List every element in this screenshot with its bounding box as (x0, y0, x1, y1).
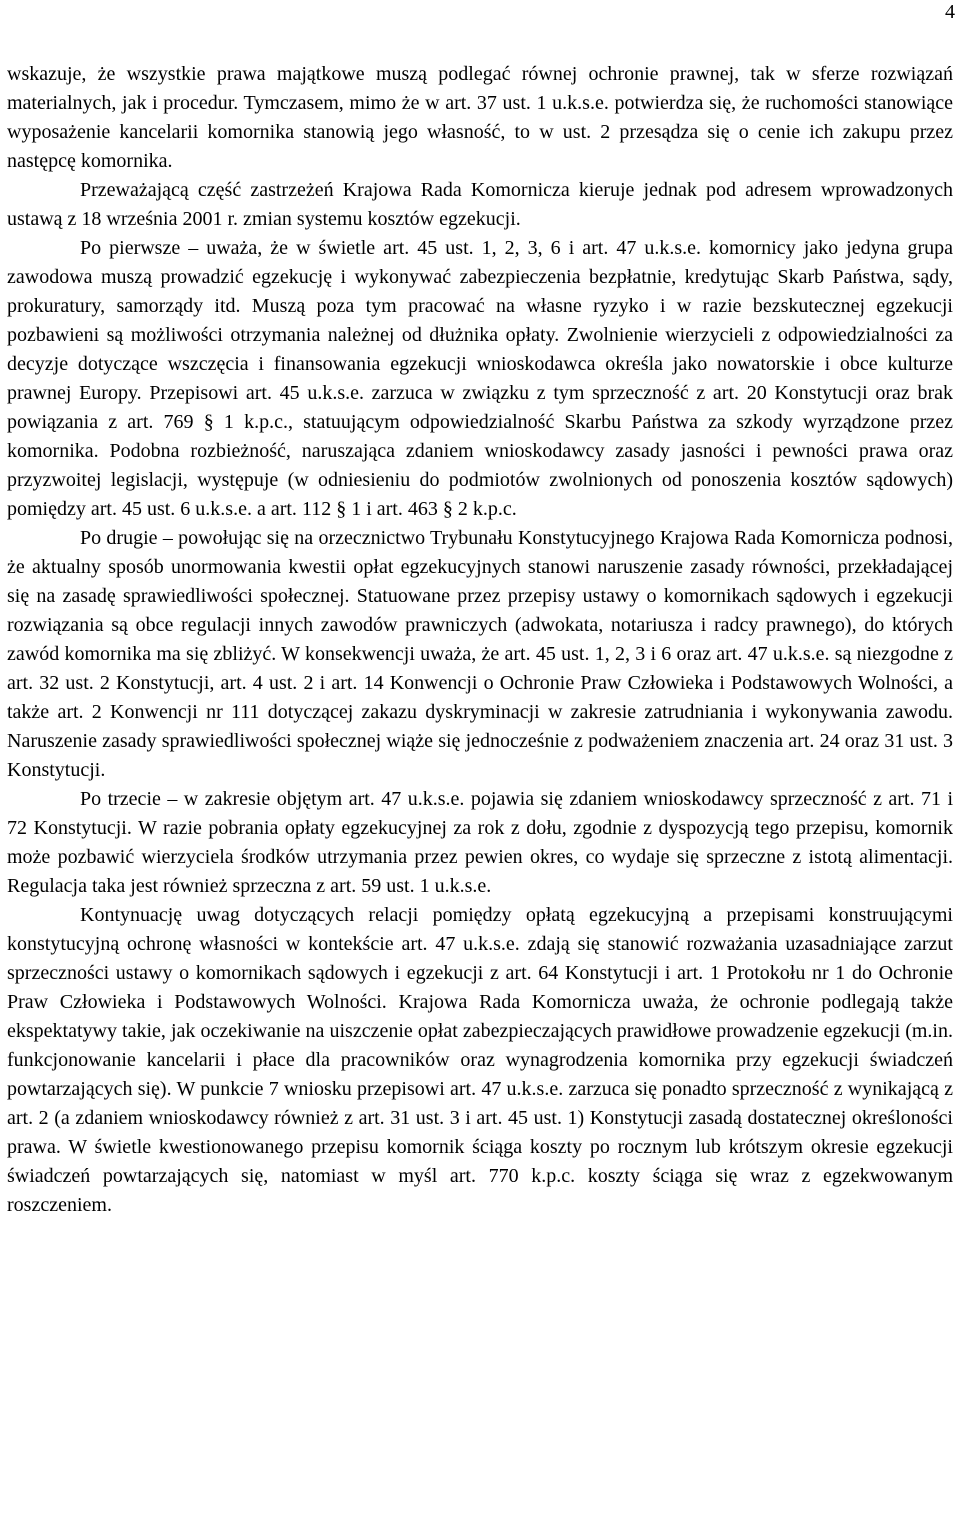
paragraph-continuation: wskazuje, że wszystkie prawa majątkowe muszą podlegać równej ochronie prawnej, tak w sferze rozwiązań materialnych, jak i procedur. Tymczasem, mimo że w art. 37 ust. 1 u.k.s.e. potwierdza się, że ruchomości stanowiące wyposażenie kancelarii komornika stanowią jego własność, to w ust. 2 przesądza się o cenie ich zakupu przez następcę komornika. (7, 63, 953, 172)
paragraph-first: Po pierwsze – uważa, że w świetle art. 45 ust. 1, 2, 3, 6 i art. 47 u.k.s.e. komornicy jako jedyna grupa zawodowa muszą prowadzić egzekucję i wykonywać zabezpieczenia bezpłatnie, kredytując Skarb Państwa, sądy, prokuratury, samorządy itd. Muszą poza tym pracować na własne ryzyko i w razie bezskutecznej egzekucji pozbawieni są możliwości otrzymania należnej od dłużnika opłaty. Zwolnienie wierzycieli z odpowiedzialności za decyzje dotyczące wszczęcia i finansowania egzekucji wnioskodawca określa jako nowatorskie i obce kulturze prawnej Europy. Przepisowi art. 45 u.k.s.e. zarzuca w związku z tym sprzeczność z art. 20 Konstytucji oraz brak powiązania z art. 769 § 1 k.p.c., statuującym odpowiedzialność Skarbu Państwa za szkody wyrządzone przez komornika. Podobna rozbieżność, naruszająca zdaniem wnioskodawcy zasady jasności i pewności prawa oraz przyzwoitej legislacji, występuje (w odniesieniu do podmiotów zwolnionych od ponoszenia kosztów sądowych) pomiędzy art. 45 ust. 6 u.k.s.e. a art. 112 § 1 i art. 463 § 2 k.p.c. (7, 237, 953, 520)
document-body (7, 60, 953, 1220)
paragraph-objections: Przeważającą część zastrzeżeń Krajowa Rada Komornicza kieruje jednak pod adresem wprowadzonych ustawą z 18 września 2001 r. zmian systemu kosztów egzekucji. (7, 179, 953, 230)
paragraph-continuation-property: Kontynuację uwag dotyczących relacji pomiędzy opłatą egzekucyjną a przepisami konstruującymi konstytucyjną ochronę własności w kontekście art. 47 u.k.s.e. zdają się stanowić rozważania uzasadniające zarzut sprzeczności ustawy o komornikach sądowych i egzekucji z art. 64 Konstytucji i art. 1 Protokołu nr 1 do Ochronie Praw Człowieka i Podstawowych Wolności. Krajowa Rada Komornicza uważa, że ochronie podlegają także ekspektatywy takie, jak oczekiwanie na uiszczenie opłat zabezpieczających prawidłowe prowadzenie egzekucji (m.in. funkcjonowanie kancelarii i płace dla pracowników oraz wynagrodzenia komornika przy egzekucji świadczeń powtarzających się). W punkcie 7 wniosku przepisowi art. 47 u.k.s.e. zarzuca się ponadto sprzeczność z wynikającą z art. 2 (a zdaniem wnioskodawcy również z art. 31 ust. 3 i art. 45 ust. 1) Konstytucji zasadą dostatecznej określoności prawa. W świetle kwestionowanego przepisu komornik ściąga koszty po rocznym lub krótszym okresie egzekucji świadczeń powtarzających się, natomiast w myśl art. 770 k.p.c. koszty ściąga się wraz z egzekwowanym roszczeniem. (7, 904, 953, 1216)
paragraph-third: Po trzecie – w zakresie objętym art. 47 u.k.s.e. pojawia się zdaniem wnioskodawcy sprzeczność z art. 71 i 72 Konstytucji. W razie pobrania opłaty egzekucyjnej za rok z dołu, zgodnie z dyspozycją tego przepisu, komornik może pozbawić wierzyciela środków utrzymania przez pewien okres, co wydaje się sprzeczne z istotą alimentacji. Regulacja taka jest również sprzeczna z art. 59 ust. 1 u.k.s.e. (7, 788, 953, 897)
paragraph-second: Po drugie – powołując się na orzecznictwo Trybunału Konstytucyjnego Krajowa Rada Komornicza podnosi, że aktualny sposób unormowania kwestii opłat egzekucyjnych stanowi naruszenie zasady równości, przekładającej się na zasadę sprawiedliwości społecznej. Statuowane przez przepisy ustawy o komornikach sądowych i egzekucji rozwiązania są obce regulacji innych zawodów prawniczych (adwokata, notariusza i radcy prawnego), do których zawód komornika ma się zbliżyć. W konsekwencji uważa, że art. 45 ust. 1, 2, 3 i 6 oraz art. 47 u.k.s.e. są niezgodne z art. 32 ust. 2 Konstytucji, art. 4 ust. 2 i art. 14 Konwencji o Ochronie Praw Człowieka i Podstawowych Wolności, a także art. 2 Konwencji nr 111 dotyczącej zakazu dyskryminacji w zakresie zatrudniania i wykonywania zawodu. Naruszenie zasady sprawiedliwości społecznej wiąże się jednocześnie z podważeniem znaczenia art. 24 oraz 31 ust. 3 Konstytucji. (7, 527, 953, 781)
page-number: 4 (945, 1, 955, 23)
